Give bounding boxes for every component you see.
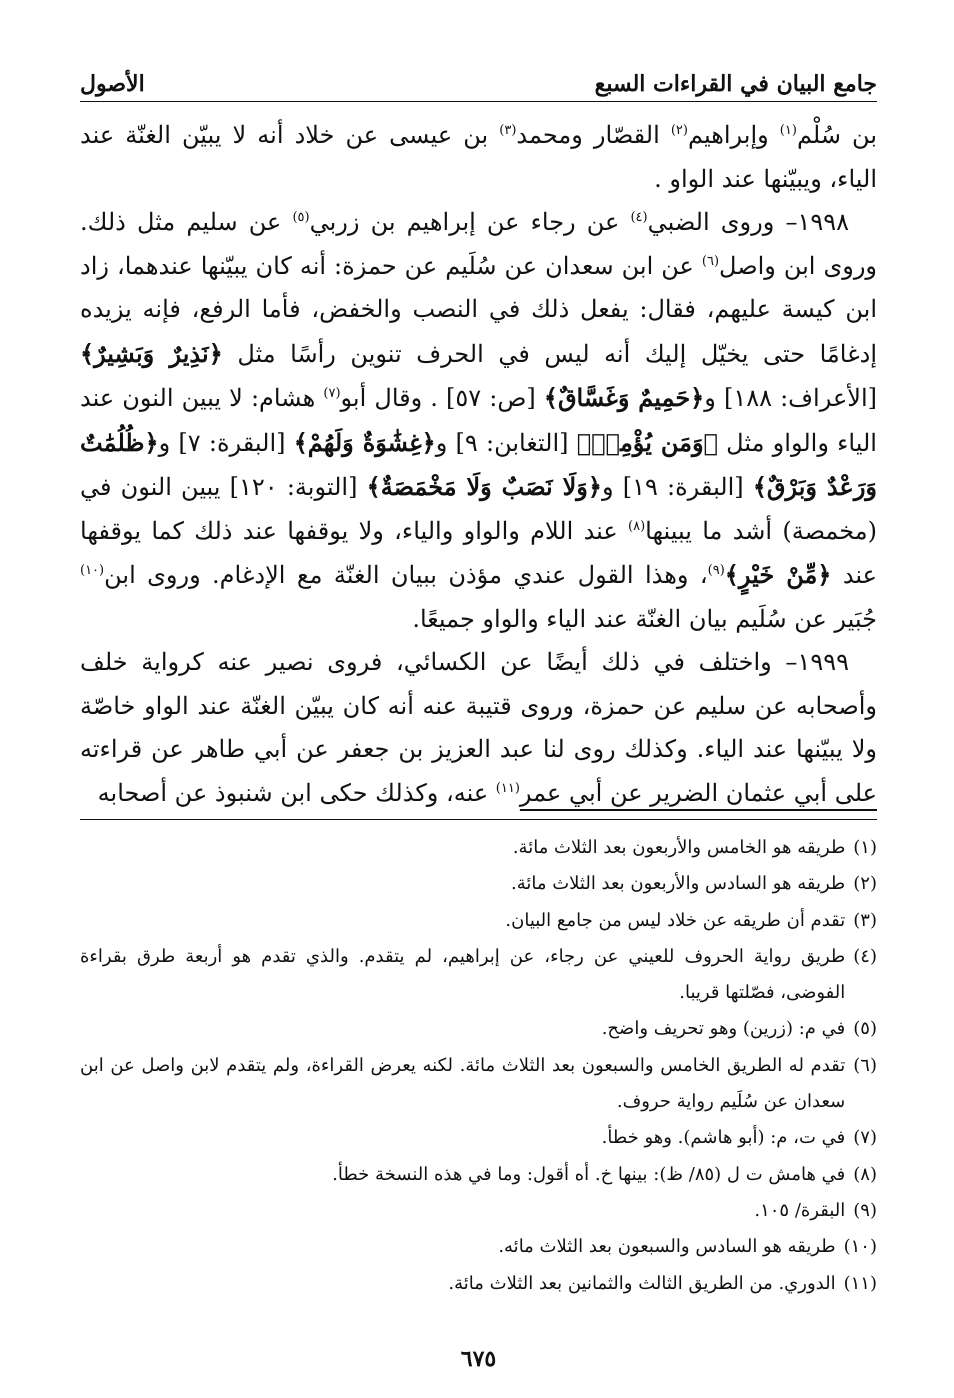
footnote-number: (٦) — [853, 1054, 877, 1076]
book-title: جامع البيان في القراءات السبع — [594, 71, 877, 97]
text-run: عن سليم مثل ذلك. وروى ابن واصل — [80, 208, 877, 280]
quran-quote: ﴿وَمَن يُؤْمِنۢ﴾ — [576, 427, 718, 457]
text-run: [البقرة: ٧] و — [158, 428, 294, 457]
footnote-number: (١) — [853, 837, 877, 858]
quran-quote: ﴿نَذِيرٌ وَبَشِيرٌ﴾ — [80, 338, 223, 368]
text-run: عن ابن سعدان عن سُلَيم عن حمزة: أنه كان يبيّنها عندهما، زاد ابن كيسة عليهم، فقال: يفعل ذلك في النصب والخفض، فأما الرفع، فإنه يزيده إدغامًا حتى يخيّل إليك أنه ليس في الحرف تنوين رأسًا مثل — [80, 251, 877, 368]
quran-quote: ﴿وَلَا نَصَبٌ وَلَا مَخْمَصَةٌ﴾ — [366, 472, 602, 501]
footnote-text: في م: (زرين) وهو تحريف واضح. — [601, 1018, 846, 1040]
text-run: [البقرة: ١٩] و — [601, 473, 753, 501]
main-text — [80, 114, 877, 815]
footnote-divider — [80, 819, 877, 820]
text-run: القصّار ومحمد — [516, 121, 671, 149]
footnote-text: طريقه هو السادس والسبعون بعد الثلاث مائه. — [498, 1236, 836, 1258]
text-run: بن عيسى عن خلاد أنه لا يبيّن الغنّة عند الياء، ويبيّنها عند الواو . — [80, 121, 877, 193]
text-run: عند اللام والواو والياء، ولا يوقفها عند ذلك كما يوقفها عند — [80, 516, 877, 589]
footnote-text: في هامش ت ل (٨٥/ ظ): بينها خ. أه أقول: وما في هذه النسخة خطأ. — [332, 1163, 846, 1185]
quran-quote: ﴿ظُلُمَٰتٌ وَرَعْدٌ وَبَرْقٌ﴾ — [80, 427, 878, 501]
footnotes — [80, 830, 877, 1302]
footnote-10 — [80, 1229, 877, 1265]
text-run: بن سُلْم — [796, 121, 877, 149]
footnote-ref-6: (٦) — [701, 253, 720, 269]
footnote-7 — [80, 1120, 877, 1156]
footnote-6 — [80, 1048, 877, 1121]
page-number: ٦٧٥ — [460, 1346, 497, 1372]
footnote-number: (٣) — [853, 909, 877, 931]
text-run: [التغابن: ٩] و — [435, 428, 577, 457]
text-run: عن رجاء عن إبراهيم بن زربي — [309, 208, 631, 236]
text-run: ، وهذا القول عندي مؤذن ببيان الغنّة مع الإدغام. وروى ابن — [104, 561, 708, 589]
text-run: هشام: لا يبين النون عند الياء والواو مثل — [80, 384, 877, 457]
footnote-number: (٥) — [853, 1018, 877, 1040]
book-page — [80, 62, 877, 1382]
footnote-number: (٩) — [853, 1199, 877, 1221]
footnote-ref-7: (٧) — [323, 386, 341, 401]
text-run: جُبَير عن سُلَيم بيان الغنّة عند الياء والواو جميعًا. — [412, 604, 877, 633]
footnote-ref-5: (٥) — [292, 210, 310, 225]
footnote-ref-1: (١) — [779, 123, 797, 138]
footnote-text: في ت، م: (أبو هاشم). وهو خطأ. — [601, 1127, 846, 1149]
footnote-3 — [80, 903, 877, 939]
footnote-ref-4: (٤) — [630, 210, 648, 225]
footnote-4 — [80, 939, 877, 1012]
text-run: وإبراهيم — [687, 121, 780, 149]
footnote-text: تقدم له الطريق الخامس والسبعون بعد الثلاث مائة. لكنه يعرض القراءة، ولم يتقدم لابن واصل عن ابن سعدان عن سُلَيم رواية حروف. — [80, 1054, 846, 1113]
text-run: [ص: ٥٧] . وقال أبو — [340, 384, 544, 412]
paragraph-1998 — [80, 201, 877, 641]
text-run: عنه، وكذلك حكى ابن شنبوذ عن أصحابه — [97, 778, 496, 807]
text-run: [الأعراف: ١٨٨] و — [704, 384, 878, 412]
section-title: الأصول — [80, 71, 145, 97]
paragraph-1 — [80, 114, 877, 201]
footnote-number: (١٠) — [843, 1236, 877, 1258]
footnote-text: طريقه هو الخامس والأربعون بعد الثلاث مائة. — [512, 837, 846, 858]
footnote-5 — [80, 1011, 877, 1047]
footnote-ref-8: (٨) — [628, 518, 646, 534]
footnote-number: (٢) — [853, 873, 877, 895]
footnote-8 — [80, 1157, 877, 1193]
footnote-9 — [80, 1193, 877, 1229]
footnote-ref-11: (١١) — [495, 780, 520, 796]
text-run: [التوبة: ١٢٠] يبين النون في (مخمصة) أشد ما يبينها — [80, 473, 877, 545]
footnote-number: (٧) — [853, 1127, 877, 1149]
footnote-text: الدوري. من الطريق الثالث والثمانين بعد الثلاث مائة. — [448, 1272, 836, 1294]
footnote-text: البقرة/ ١٠٥. — [754, 1199, 846, 1221]
footnote-11 — [80, 1266, 877, 1302]
footnote-ref-10: (١٠) — [80, 563, 105, 578]
footnote-number: (١١) — [843, 1272, 877, 1294]
footnote-text: طريق رواية الحروف للعيني عن رجاء، عن إبراهيم، لم يتقدم. والذي تقدم هو أربعة طرق بقراءة الفوضى، فصّلتها قريبا. — [80, 945, 846, 1004]
footnote-ref-3: (٣) — [499, 123, 517, 138]
paragraph-1999 — [80, 641, 877, 815]
footnote-number: (٨) — [853, 1163, 877, 1185]
underlined-text: على أبي عثمان الضرير عن أبي عمر — [519, 778, 877, 807]
footnote-text: طريقه هو السادس والأربعون بعد الثلاث مائة. — [510, 873, 846, 895]
footnote-ref-2: (٢) — [670, 123, 688, 138]
quran-quote: ﴿حَمِيمٌ وَغَسَّاقٌ﴾ — [543, 383, 705, 412]
footnote-ref-9: (٩) — [707, 563, 725, 578]
footnote-1 — [80, 830, 877, 866]
footnote-text: تقدم أن طريقه عن خلاد ليس من جامع البيان. — [505, 909, 846, 931]
text-run: ١٩٩٩– واختلف في ذلك أيضًا عن الكسائي، فروى نصير عنه كرواية خلف وأصحابه عن سليم عن حمزة، وروى قتيبة عنه أنه كان يبيّن الغنّة عند الواو خاصّة ولا يبيّنها عند الياء. وكذلك روى لنا عبد العزيز بن جعفر عن أبي طاهر عن قراءته — [80, 648, 877, 763]
footnote-number: (٤) — [853, 945, 877, 967]
quran-quote: ﴿غِشَٰوَةٌ وَلَهُمْ﴾ — [293, 427, 436, 457]
footnote-2 — [80, 866, 877, 902]
running-header — [80, 62, 877, 102]
text-run: ١٩٩٨– وروى الضبي — [647, 208, 849, 236]
quran-quote: ﴿مِّنْ خَيْرٍ﴾ — [724, 560, 832, 589]
